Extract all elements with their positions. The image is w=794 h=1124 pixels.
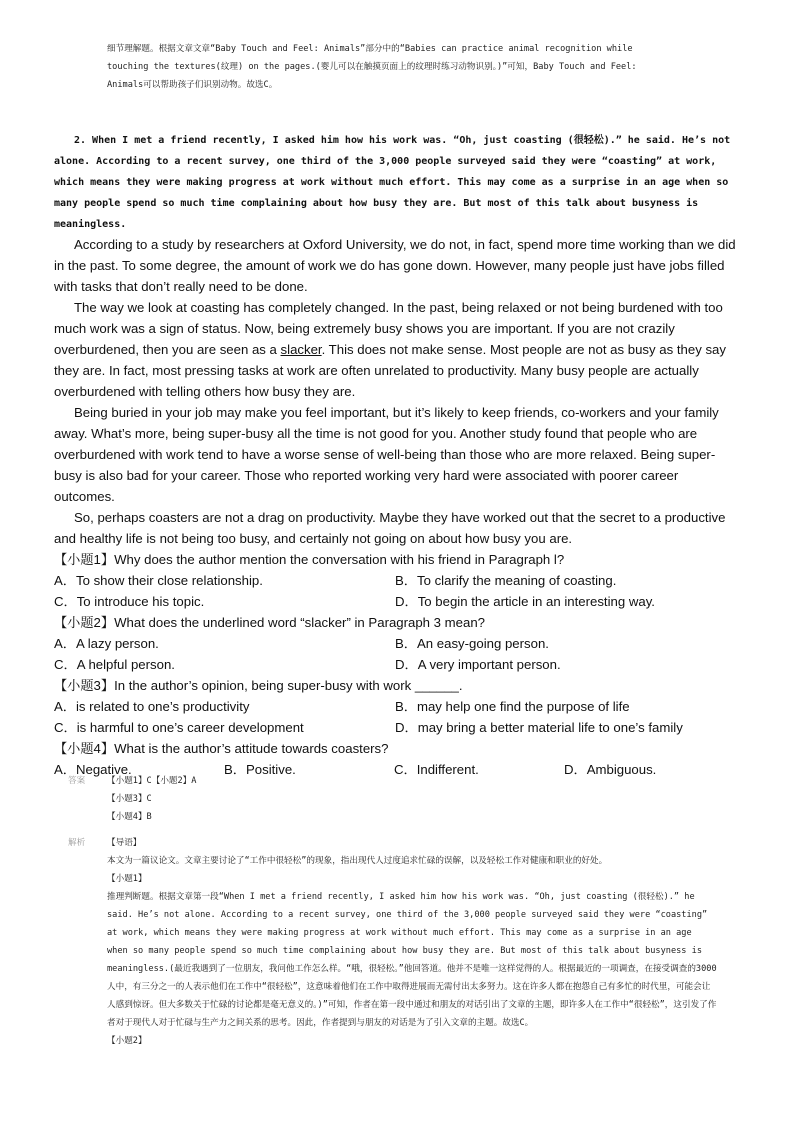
text-line: touching the textures(纹理) on the pages.(婴儿可以在触摸页面上的纹理时练习动物识别。)”可知，Baby Touch and Feel:	[107, 62, 637, 72]
underlined-word: slacker	[280, 342, 322, 357]
paragraph: The way we look at coasting has completely changed. In the past, being relaxed or not being burdened with too much work was a sign of status. Now, being extremely busy shows you are important. If you are not crazily overburdened, then you are seen as a slacker. This does not make sense. Most people are not as busy as they say they are. In fact, most pressing tasks at work are often unrelated to productivity. Many busy people are actually overburdened with telling others how busy they are.	[54, 300, 726, 399]
analysis-label: 解析	[68, 838, 86, 848]
passage-body	[54, 234, 736, 780]
text-line: Animals可以帮助孩子们识别动物。故选C。	[107, 80, 278, 90]
question-2: 【小题2】What does the underlined word “slacker” in Paragraph 3 mean? A．A lazy person. B．An easy-going person. C．A helpful person. D．A very important person.	[54, 612, 736, 675]
option-b: B．may help one find the purpose of life	[395, 699, 630, 714]
option-c: C．Indifferent.	[394, 762, 479, 777]
option-a: A．Negative.	[54, 762, 132, 777]
question-1: 【小题1】Why does the author mention the conversation with his friend in Paragraph l? A．To show their close relationship. B．To clarify the meaning of coasting. C．To introduce his topic. D．To begin the article in an interesting way.	[54, 549, 736, 612]
option-d: D．Ambiguous.	[564, 762, 657, 777]
analysis-row: 解析 【导语】 本文为一篇议论文。文章主要讨论了“工作中很轻松”的现象，指出现代人过度追求忙碌的误解，以及轻松工作对健康和职业的好处。 【小题1】 推理判断题。根据文章第一段“When I met a friend recently, I asked him how his work was. “Oh, just coasting (很轻松).” he said. He’s not alone. According to a recent survey, one third of the 3,000 people surveyed said they were “coasting” at work, which means they were making progress at work without much effort. This may come as a surprise in an age when so many people spend so much time complaining about how busy they are. But most of this talk about busyness is meaningless.(最近我遇到了一位朋友，我问他工作怎么样。“哦，很轻松。”他回答道。他并不是唯一这样觉得的人。根据最近的一项调查，在接受调查的3000人中，有三分之一的人表示他们在工作中“很轻松”，这意味着他们在工作中取得进展而无需付出太多努力。这在许多人都在抱怨自己有多忙的时代里，可能会让人感到惊讶。但大多数关于忙碌的讨论都是毫无意义的。)”可知，作者在第一段中通过和朋友的对话引出了文章的主题，即许多人在工作中“很轻松”，这引发了作者对于现代人对于忙碌与生产力之间关系的思考。因此，作者提到与朋友的对话是为了引入文章的主题。故选C。 【小题2】	[54, 834, 744, 1050]
answer-section	[54, 772, 744, 1050]
question-4: 【小题4】What is the author’s attitude towards coasters? A．Negative. B．Positive. C．Indifferent. D．Ambiguous.	[54, 738, 736, 780]
option-d: D．may bring a better material life to one’s family	[395, 720, 683, 735]
answer-label: 答案	[68, 776, 86, 786]
option-a: A．is related to one’s productivity	[54, 699, 250, 714]
previous-explanation	[107, 40, 727, 94]
option-b: B．To clarify the meaning of coasting.	[395, 573, 617, 588]
option-d: D．To begin the article in an interesting way.	[395, 594, 655, 609]
option-b: B．An easy-going person.	[395, 636, 549, 651]
option-b: B．Positive.	[224, 762, 296, 777]
option-d: D．A very important person.	[395, 657, 561, 672]
question-3: 【小题3】In the author’s opinion, being super-busy with work ______. A．is related to one’s productivity B．may help one find the purpose of life C．is harmful to one’s career development D．may bring a better material life to one’s family	[54, 675, 736, 738]
text-line: 细节理解题。根据文章文章“Baby Touch and Feel: Animals”部分中的“Babies can practice animal recognition while	[107, 44, 633, 54]
option-c: C．To introduce his topic.	[54, 594, 205, 609]
paragraph: Being buried in your job may make you feel important, but it’s likely to keep friends, co-workers and your family away. What’s more, being super-busy all the time is not good for you. Another study found that people who are overburdened with work tend to have a worse sense of well-being than those who are more relaxed. Being super-busy is also bad for your career. Those who reported working very hard were associated with poorer career outcomes.	[54, 405, 719, 504]
option-a: A．To show their close relationship.	[54, 573, 263, 588]
option-c: C．is harmful to one’s career development	[54, 720, 304, 735]
option-c: C．A helpful person.	[54, 657, 175, 672]
paragraph: According to a study by researchers at Oxford University, we do not, in fact, spend more time working than we did in the past. To some degree, the amount of work we do has gone down. However, many people just have jobs filled with tasks that don’t really need to be done.	[54, 237, 736, 294]
option-a: A．A lazy person.	[54, 636, 159, 651]
answer-row: 答案 【小题1】C【小题2】A 【小题3】C 【小题4】B	[54, 772, 744, 826]
passage-intro: 2. When I met a friend recently, I asked him how his work was. “Oh, just coasting (很轻松).” he said. He’s not alone. According to a recent survey, one third of the 3,000 people surveyed said they were “coasting” at work, which means they were making progress at work without much effort. This may come as a surprise in an age when so many people spend so much time complaining about how busy they are. But most of this talk about busyness is meaningless.	[54, 135, 731, 230]
paragraph: So, perhaps coasters are not a drag on productivity. Maybe they have worked out that the secret to a productive and healthy life is not being too busy, and certainly not going on about how busy you are.	[54, 510, 726, 546]
